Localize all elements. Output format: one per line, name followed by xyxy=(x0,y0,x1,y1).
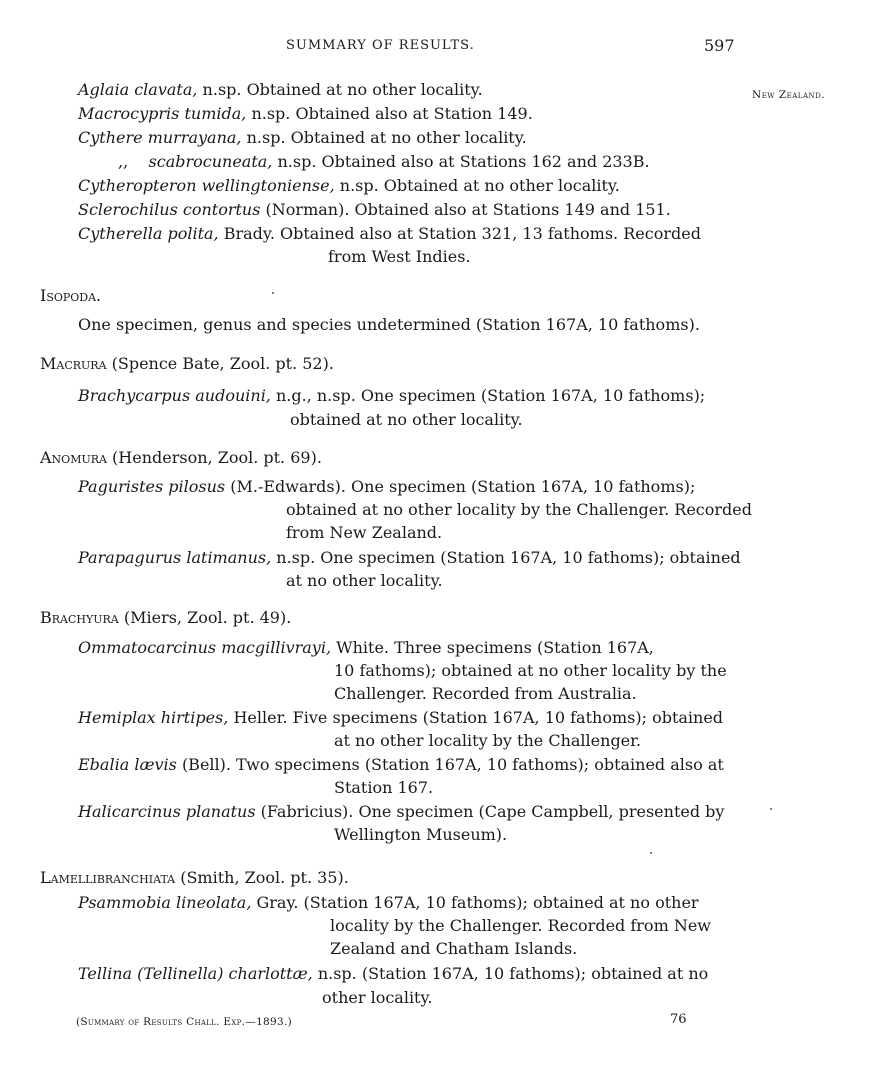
entry-sclerochilus: Sclerochilus contortus (Norman). Obtained also at Stations 149 and 151. xyxy=(78,200,671,219)
entry-parapagurus: Parapagurus latimanus, n.sp. One specimen (Station 167A, 10 fathoms); obtained xyxy=(78,548,741,567)
entry-tellina: Tellina (Tellinella) charlottæ, n.sp. (Station 167A, 10 fathoms); obtained at no xyxy=(78,964,709,983)
entry-ommatocarcinus-cont2: Challenger. Recorded from Australia. xyxy=(334,684,637,703)
running-header: SUMMARY OF RESULTS. xyxy=(286,38,475,53)
entry-ommatocarcinus: Ommatocarcinus macgillivrayi, White. Three specimens (Station 167A, xyxy=(78,638,654,657)
footer-signature: (Summary of Results Chall. Exp.—1893.) xyxy=(76,1016,293,1028)
entry-psammobia-cont2: Zealand and Chatham Islands. xyxy=(330,939,578,958)
entry-halicarcinus-cont: Wellington Museum). xyxy=(334,825,508,844)
page-number: 597 xyxy=(704,36,735,55)
heading-lamellibranchiata: Lamellibranchiata (Smith, Zool. pt. 35). xyxy=(40,868,349,887)
isopoda-text: One specimen, genus and species undetermined (Station 167A, 10 fathoms). xyxy=(78,315,700,334)
paper-speck xyxy=(770,808,772,810)
heading-macrura: Macrura (Spence Bate, Zool. pt. 52). xyxy=(40,354,334,373)
entry-ebalia: Ebalia lævis (Bell). Two specimens (Station 167A, 10 fathoms); obtained also at xyxy=(78,755,724,774)
entry-ebalia-cont: Station 167. xyxy=(334,778,434,797)
heading-brachyura: Brachyura (Miers, Zool. pt. 49). xyxy=(40,608,292,627)
entry-hemiplax: Hemiplax hirtipes, Heller. Five specimens (Station 167A, 10 fathoms); obtained xyxy=(78,708,724,727)
entry-brachycarpus: Brachycarpus audouini, n.g., n.sp. One specimen (Station 167A, 10 fathoms); xyxy=(78,386,706,405)
entry-scabrocuneata: ,, scabrocuneata, n.sp. Obtained also at Stations 162 and 233B. xyxy=(118,152,650,171)
sheet-number: 76 xyxy=(670,1012,687,1027)
entry-tellina-cont: other locality. xyxy=(322,988,433,1007)
entry-cythere: Cythere murrayana, n.sp. Obtained at no other locality. xyxy=(78,128,527,147)
entry-parapagurus-cont: at no other locality. xyxy=(286,571,443,590)
heading-anomura: Anomura (Henderson, Zool. pt. 69). xyxy=(40,448,322,467)
entry-cytherella: Cytherella polita, Brady. Obtained also at Station 321, 13 fathoms. Recorded xyxy=(78,224,701,243)
heading-isopoda: Isopoda. xyxy=(40,286,102,305)
entry-brachycarpus-cont: obtained at no other locality. xyxy=(290,410,523,429)
entry-paguristes-cont2: from New Zealand. xyxy=(286,523,443,542)
paper-speck xyxy=(272,292,274,294)
entry-psammobia: Psammobia lineolata, Gray. (Station 167A, 10 fathoms); obtained at no other xyxy=(78,893,699,912)
entry-aglaia: Aglaia clavata, n.sp. Obtained at no other locality. xyxy=(78,80,483,99)
entry-hemiplax-cont: at no other locality by the Challenger. xyxy=(334,731,642,750)
entry-ommatocarcinus-cont1: 10 fathoms); obtained at no other locality by the xyxy=(334,661,727,680)
entry-paguristes-cont1: obtained at no other locality by the Challenger. Recorded xyxy=(286,500,752,519)
entry-psammobia-cont1: locality by the Challenger. Recorded from New xyxy=(330,916,711,935)
entry-cytherella-cont: from West Indies. xyxy=(328,247,471,266)
margin-note: New Zealand. xyxy=(752,89,826,101)
entry-halicarcinus: Halicarcinus planatus (Fabricius). One specimen (Cape Campbell, presented by xyxy=(78,802,725,821)
entry-cytheropteron: Cytheropteron wellingtoniense, n.sp. Obtained at no other locality. xyxy=(78,176,620,195)
entry-paguristes: Paguristes pilosus (M.-Edwards). One specimen (Station 167A, 10 fathoms); xyxy=(78,477,696,496)
entry-macrocypris: Macrocypris tumida, n.sp. Obtained also at Station 149. xyxy=(78,104,533,123)
paper-speck xyxy=(650,852,652,854)
